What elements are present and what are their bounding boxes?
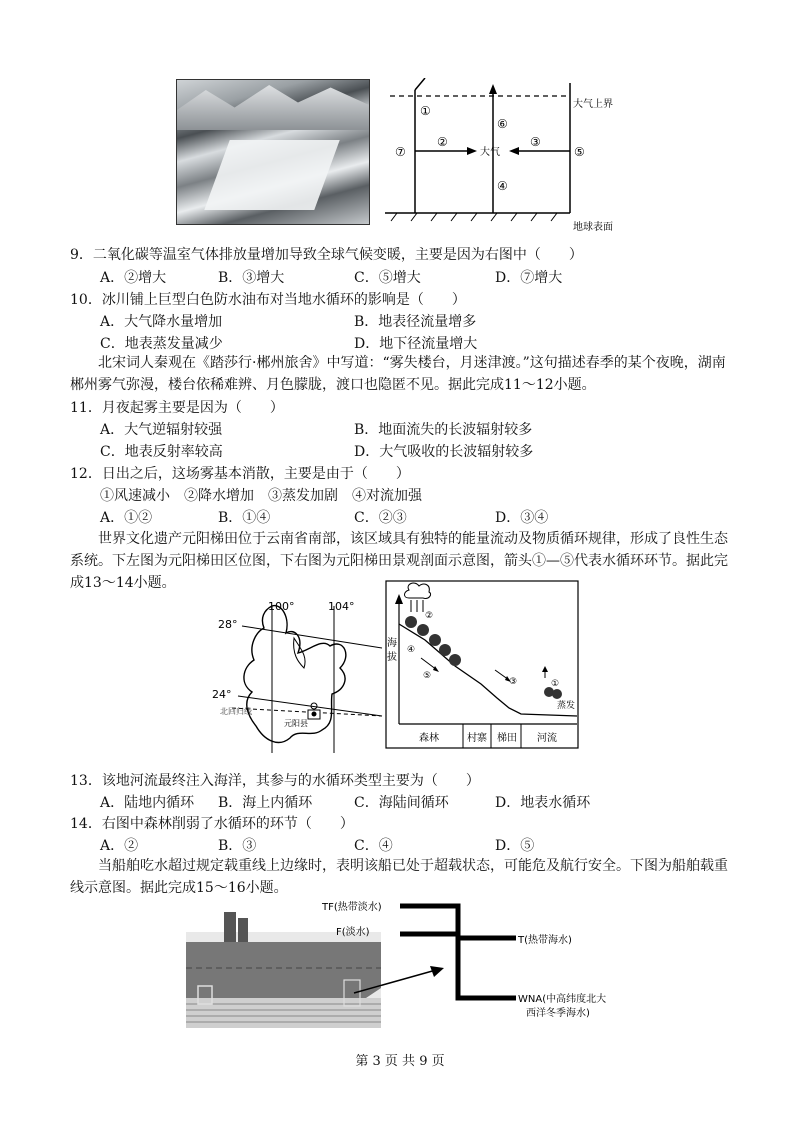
- q11-option-c: C．地表反射率较高: [100, 444, 223, 460]
- passage-fog: 北宋词人秦观在《踏莎行·郴州旅舍》中写道：“雾失楼台，月迷津渡。”这句描述春季的某个夜晚，湖南郴州雾气弥漫，楼台依稀难辨、月色朦胧，渡口也隐匿不见。据此完成11～12小题。: [70, 355, 726, 393]
- q11-option-a: A．大气逆辐射较强: [100, 422, 223, 438]
- svg-text:WNA(中高纬度北大: WNA(中高纬度北大: [518, 994, 607, 1005]
- svg-text:⑤: ⑤: [423, 671, 432, 681]
- svg-text:大气: 大气: [480, 147, 500, 158]
- q10-option-c: C．地表蒸发量减少: [100, 336, 223, 352]
- q13-option-a: A．陆地内循环: [100, 795, 195, 811]
- svg-text:F(淡水): F(淡水): [336, 927, 370, 938]
- glacier-photo: [176, 79, 370, 225]
- q12-items: ①风速减小 ②降水增加 ③蒸发加剧 ④对流加强: [100, 488, 422, 504]
- svg-text:③: ③: [530, 135, 541, 149]
- q11-option-d: D．大气吸收的长波辐射较多: [354, 444, 534, 460]
- q12-option-d: D．③④: [495, 510, 549, 526]
- q12-option-c: C．②③: [354, 510, 407, 526]
- svg-text:元阳县: 元阳县: [284, 719, 308, 728]
- svg-text:北回归线: 北回归线: [220, 707, 252, 716]
- passage-load-line: 当船舶吃水超过规定载重线上边缘时，表明该船已处于超载状态，可能危及航行安全。下图为船舶载重线示意图。据此完成15～16小题。: [70, 858, 728, 896]
- passage-terraces: 世界文化遗产元阳梯田位于云南省南部，该区域具有独特的能量流动及物质循环规律，形成了良性生态系统。下左图为元阳梯田区位图，下右图为元阳梯田景观剖面示意图，箭头①—⑤代表水循环环节。据此完成13～14小题。: [70, 531, 728, 591]
- q10-option-a: A．大气降水量增加: [100, 314, 223, 330]
- svg-text:②: ②: [425, 611, 434, 621]
- q9-option-b: B．③增大: [218, 270, 285, 286]
- svg-text:大气上界: 大气上界: [573, 99, 613, 110]
- svg-text:地球表面: 地球表面: [573, 222, 613, 233]
- question-9-stem: 9．二氧化碳等温室气体排放量增加导致全球气候变暖，主要是因为右图中（ ）: [70, 247, 583, 263]
- q14-option-b: B．③: [218, 838, 257, 854]
- q13-option-b: B．海上内循环: [218, 795, 313, 811]
- yunnan-location-map: [212, 598, 387, 758]
- svg-text:森林: 森林: [419, 733, 439, 744]
- q11-option-b: B．地面流失的长波辐射较多: [354, 422, 533, 438]
- page-number: 第 3 页 共 9 页: [355, 1054, 445, 1069]
- svg-text:④: ④: [407, 645, 416, 655]
- q13-option-c: C．海陆间循环: [354, 795, 449, 811]
- svg-text:②: ②: [437, 135, 448, 149]
- question-14-stem: 14．右图中森林削弱了水循环的环节（ ）: [70, 816, 354, 832]
- svg-text:⑤: ⑤: [574, 145, 585, 159]
- q12-option-b: B．①④: [218, 510, 271, 526]
- svg-text:③: ③: [509, 677, 518, 687]
- question-10-stem: 10．冰川铺上巨型白色防水油布对当地水循环的影响是（ ）: [70, 292, 466, 308]
- q10-option-b: B．地表径流量增多: [354, 314, 477, 330]
- svg-text:西洋冬季海水): 西洋冬季海水): [526, 1008, 590, 1019]
- svg-text:河流: 河流: [537, 733, 557, 744]
- svg-text:28°: 28°: [218, 618, 238, 631]
- svg-text:拔: 拔: [387, 652, 397, 663]
- q9-option-d: D．⑦增大: [495, 270, 563, 286]
- svg-text:蒸发: 蒸发: [557, 701, 576, 711]
- q9-option-c: C．⑤增大: [354, 270, 421, 286]
- svg-text:⑦: ⑦: [395, 145, 406, 159]
- ship-load-line-diagram: [186, 898, 626, 1033]
- q10-option-d: D．地下径流量增大: [354, 336, 478, 352]
- question-11-stem: 11．月夜起雾主要是因为（ ）: [70, 400, 284, 416]
- svg-text:梯田: 梯田: [497, 733, 517, 744]
- q13-option-d: D．地表水循环: [495, 795, 591, 811]
- svg-text:TF(热带淡水): TF(热带淡水): [322, 902, 382, 913]
- svg-text:海: 海: [387, 638, 397, 649]
- svg-text:村寨: 村寨: [467, 733, 487, 744]
- svg-text:104°: 104°: [328, 600, 355, 613]
- svg-text:④: ④: [497, 179, 508, 193]
- heat-balance-diagram: [385, 78, 625, 233]
- q14-option-d: D．⑤: [495, 838, 535, 854]
- q14-option-c: C．④: [354, 838, 393, 854]
- svg-text:①: ①: [551, 679, 560, 689]
- svg-text:T(热带海水): T(热带海水): [518, 935, 572, 946]
- svg-text:⑥: ⑥: [497, 117, 508, 131]
- svg-text:①: ①: [420, 104, 431, 118]
- q12-option-a: A．①②: [100, 510, 153, 526]
- q9-option-a: A．②增大: [100, 270, 167, 286]
- svg-text:24°: 24°: [212, 688, 232, 701]
- terrace-profile-diagram: [385, 580, 580, 750]
- question-12-stem: 12．日出之后，这场雾基本消散，主要是由于（ ）: [70, 466, 410, 482]
- question-13-stem: 13．该地河流最终注入海洋，其参与的水循环类型主要为（ ）: [70, 773, 480, 789]
- q14-option-a: A．②: [100, 838, 139, 854]
- svg-text:100°: 100°: [268, 600, 295, 613]
